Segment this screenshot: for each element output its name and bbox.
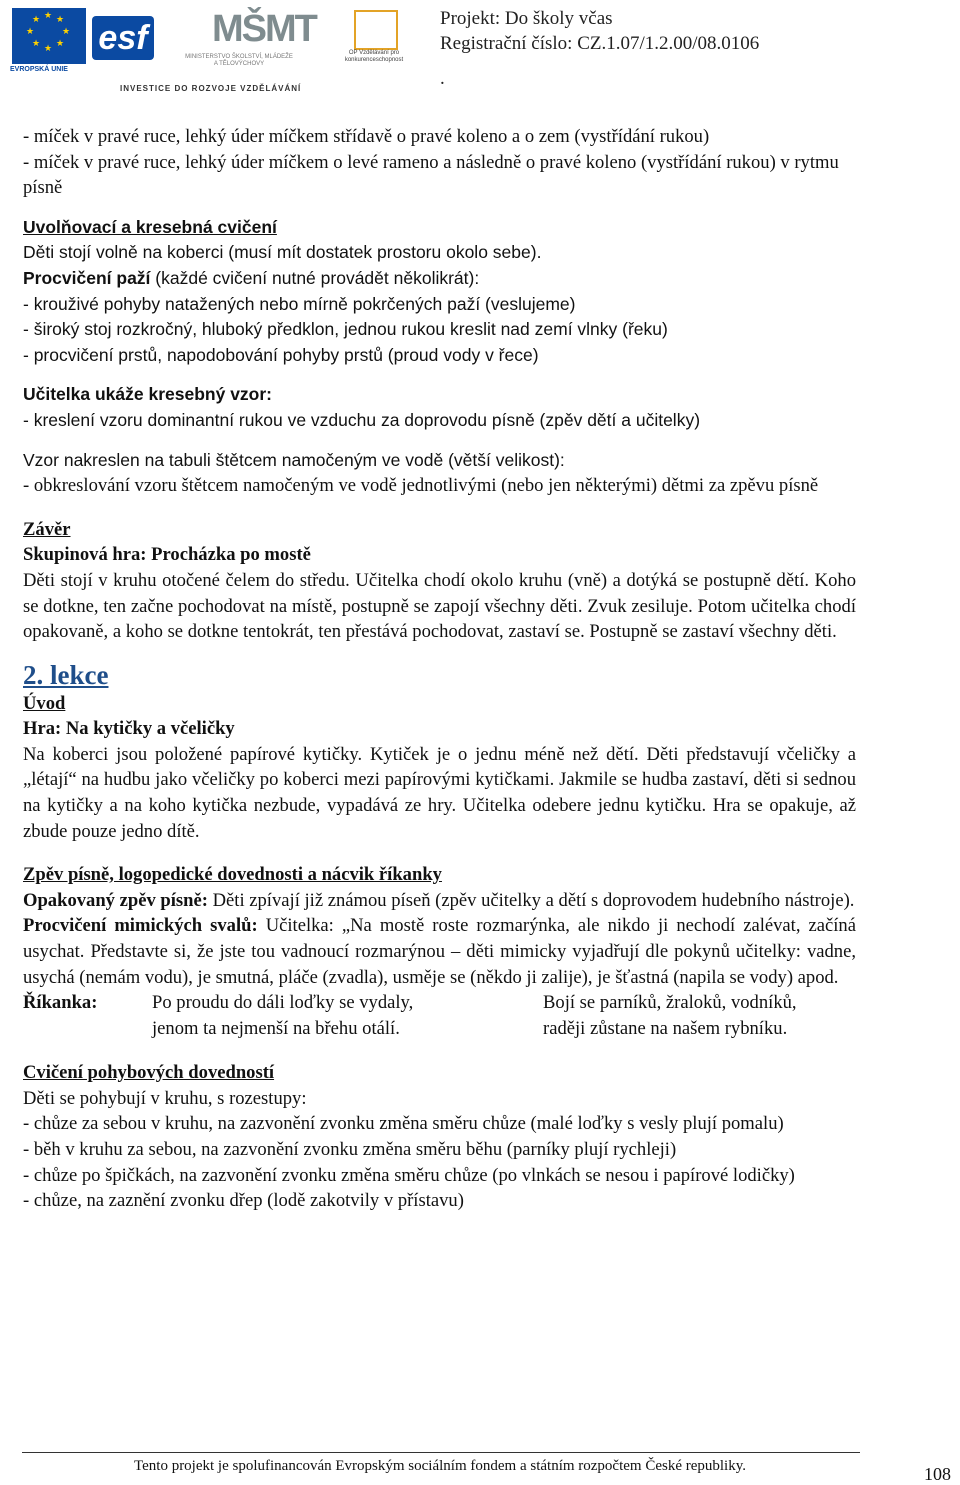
rhyme-line: Bojí se parníků, žraloků, vodníků, [543, 992, 797, 1014]
bold-lead: Procvičení mimických svalů: [23, 915, 258, 937]
page-footer [0, 1446, 960, 1482]
page-number: 108 [924, 1464, 951, 1484]
op-logo [338, 10, 410, 70]
subheading: Učitelka ukáže kresebný vzor: [23, 384, 273, 405]
bold-lead: Procvičení paží [23, 267, 151, 288]
list-item: - chůze, na zaznění zvonku dřep (lodě zakotvily v přístavu) [23, 1190, 464, 1212]
section-heading: Zpěv písně, logopedické dovednosti a nácvik říkanky [23, 864, 442, 886]
project-info [440, 6, 760, 89]
esf-logo: esf [92, 10, 156, 66]
paragraph: Děti se pohybují v kruhu, s rozestupy: [23, 1087, 307, 1109]
list-item: - běh v kruhu za sebou, na zazvonění zvonku změna směru běhu (parníky plují rychleji) [23, 1139, 677, 1160]
paragraph: Vzor nakreslen na tabuli štětcem namočeným ve vodě (větší velikost): [23, 449, 565, 470]
paragraph: - míček v pravé ruce, lehký úder míčkem o levé rameno a následně o pravé koleno (vystřídání rukou) v rytmu písně [23, 151, 839, 199]
subheading: Hra: Na kytičky a včeličky [23, 718, 235, 740]
text-span: (každé cvičení nutné provádět několikrát): [150, 267, 480, 288]
section-heading: Úvod [23, 692, 66, 714]
project-title: Projekt: Do školy včas [440, 8, 613, 29]
text-span: Děti zpívají již známou píseň (zpěv učitelky a dětí s doprovodem hudebního nástroje). [207, 889, 855, 911]
rhyme-line: raději zůstane na našem rybníku. [543, 1017, 788, 1039]
list-item: - krouživé pohyby natažených nebo mírně pokrčených paží (veslujeme) [23, 293, 576, 314]
rhyme-line: jenom ta nejmenší na břehu otálí. [152, 1017, 400, 1039]
op-caption: OP Vzdělávání pro konkurenceschopnost [344, 50, 404, 63]
paragraph: - míček v pravé ruce, lehký úder míčkem střídavě o pravé koleno a o zem (vystřídání rukou) [23, 126, 710, 147]
paragraph [23, 266, 856, 292]
lesson-heading: 2. lekce [23, 659, 109, 690]
list-item: - kreslení vzoru dominantní rukou ve vzduchu za doprovodu písně (zpěv dětí a učitelky) [23, 409, 701, 430]
header-dot: . [440, 68, 445, 89]
msmt-logo: MŠMT MINISTERSTVO ŠKOLSTVÍ, MLÁDEŽE A TĚLOVÝCHOVY [185, 8, 316, 67]
paragraph: Děti stojí volně na koberci (musí mít dostatek prostoru okolo sebe). [23, 242, 542, 263]
eu-caption: EVROPSKÁ UNIE [10, 66, 68, 73]
list-item: - obkreslování vzoru štětcem namočeným ve vodě jednotlivými (nebo jen některými) dětmi za zpěvu písně [23, 475, 819, 497]
paragraph [23, 913, 856, 990]
section-heading: Uvolňovací a kresebná cvičení [23, 216, 277, 237]
list-item: - chůze po špičkách, na zazvonění zvonku změna směru chůze (po vlnkách se nesou i papírové lodičky) [23, 1164, 795, 1186]
text-span: Učitelka: „Na mostě roste rozmarýnka, ale nikdo ji nechodí zalévat, začíná usychat. Představte si, že jste tou vadnoucí rozmarýnou – děti mimicky vyjadřují dle pokynů učitelky: vadne, usychá (nemám vodu), je smutná, pláče (zvadla), usměje se (někdo ji zalije), je šťastná (napila se vody) apod. [23, 915, 856, 988]
rhyme-label: Říkanka: [23, 992, 98, 1014]
paragraph: Děti stojí v kruhu otočené čelem do středu. Učitelka chodí okolo kruhu (vně) a dotýká se postupně dětí. Koho se dotkne, ten začne pochodovat na místě, postupně se zapojí všechny děti. Zvuk zesiluje. Potom učitelka chodí opakovaně, a koho se dotkne tentokrát, ten přestává pochodovat, zastaví se. Postupně se zastaví všechny děti. [23, 569, 856, 643]
paragraph [23, 888, 856, 914]
footer-text: Tento projekt je spolufinancován Evropským sociálním fondem a státním rozpočtem České republiky. [134, 1458, 746, 1474]
list-item: - procvičení prstů, napodobování pohyby prstů (proud vody v řece) [23, 344, 539, 365]
document-body [23, 124, 856, 1214]
rhyme-column-2 [543, 990, 797, 1041]
bold-lead: Opakovaný zpěv písně: [23, 889, 208, 911]
rhyme-line: Po proudu do dáli loďky se vydaly, [152, 992, 414, 1014]
section-heading: Cvičení pohybových dovedností [23, 1062, 275, 1084]
paragraph: Na koberci jsou položené papírové kytičky. Kytiček je o jednu méně než dětí. Děti představují včeličky a „létají“ na hudbu jako včeličky po koberci mezi papírovými kytičkami. Jakmile se hudba zastaví, děti si sednou na kytičky a na koho kytička nezbude, vypadává ze hry. Učitelka odebere jednu kytičku. Hra se opakuje, až zbude pouze jedno dítě. [23, 743, 856, 842]
rhyme-column-1 [152, 990, 413, 1041]
msmt-caption: MINISTERSTVO ŠKOLSTVÍ, MLÁDEŽE A TĚLOVÝCHOVY [185, 54, 293, 67]
section-heading: Závěr [23, 518, 71, 540]
list-item: - široký stoj rozkročný, hluboký předklon, jednou rukou kreslit nad zemí vlnky (řeku) [23, 319, 668, 340]
logo-strip [8, 6, 428, 96]
eu-flag-logo: ★ ★ ★ ★ ★ ★ ★ ★ [12, 8, 86, 64]
page-header [0, 0, 960, 100]
registration-number: Registrační číslo: CZ.1.07/1.2.00/08.0106 [440, 33, 760, 54]
footer-divider [22, 1452, 860, 1453]
subheading: Skupinová hra: Procházka po mostě [23, 544, 311, 566]
list-item: - chůze za sebou v kruhu, na zazvonění zvonku změna směru chůze (malé loďky s vesly plují pomalu) [23, 1113, 784, 1135]
invest-caption: INVESTICE DO ROZVOJE VZDĚLÁVÁNÍ [120, 84, 302, 93]
rhyme-block [23, 990, 856, 1042]
